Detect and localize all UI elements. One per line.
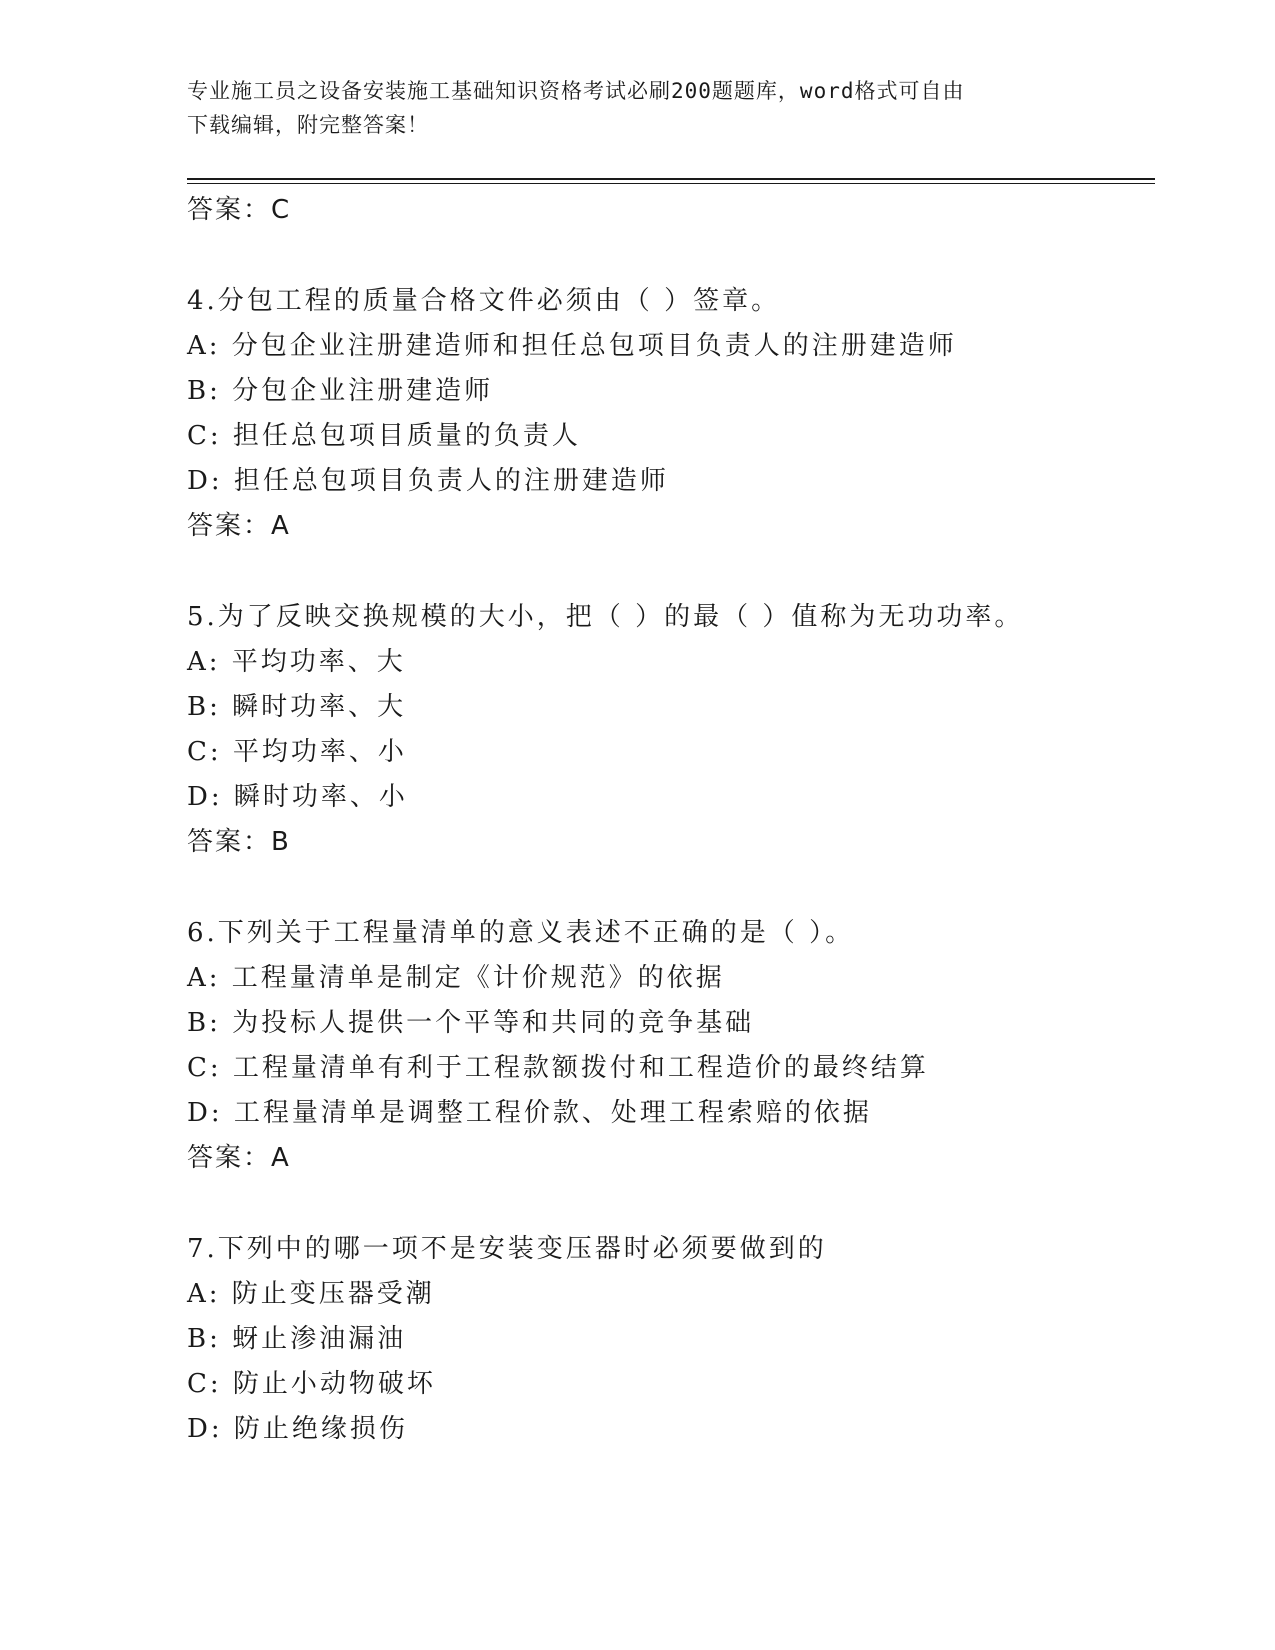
option-b: B: 为投标人提供一个平等和共同的竞争基础 — [187, 1008, 755, 1038]
option-a: A: 分包企业注册建造师和担任总包项目负责人的注册建造师 — [187, 331, 957, 361]
answer-line: 答案：A — [187, 1143, 291, 1173]
spacer — [187, 549, 1155, 595]
question-stem: 6.下列关于工程量清单的意义表述不正确的是（ ）。 — [187, 918, 855, 948]
spacer — [187, 233, 1155, 279]
option-a: A: 平均功率、大 — [187, 647, 406, 677]
option-b: B: 分包企业注册建造师 — [187, 376, 494, 406]
header-divider-thick — [187, 178, 1155, 180]
answer-line: 答案：B — [187, 827, 291, 857]
question-block — [187, 279, 1155, 549]
option-c: C: 工程量清单有利于工程款额拨付和工程造价的最终结算 — [187, 1053, 929, 1083]
option-d: D: 工程量清单是调整工程价款、处理工程索赔的依据 — [187, 1098, 872, 1128]
question-block — [187, 911, 1155, 1181]
option-a: A: 工程量清单是制定《计价规范》的依据 — [187, 963, 725, 993]
question-stem: 5.为了反映交换规模的大小，把（ ）的最（ ）值称为无功功率。 — [187, 602, 1024, 632]
question-stem: 4.分包工程的质量合格文件必须由（ ）签章。 — [187, 286, 781, 316]
option-a: A: 防止变压器受潮 — [187, 1279, 435, 1309]
answer-line: 答案：A — [187, 511, 291, 541]
header-divider-thin — [187, 183, 1155, 184]
option-d: D: 担任总包项目负责人的注册建造师 — [187, 466, 669, 496]
option-d: D: 防止绝缘损伤 — [187, 1414, 408, 1444]
option-d: D: 瞬时功率、小 — [187, 782, 408, 812]
spacer — [187, 1181, 1155, 1227]
answer-line: 答案：C — [187, 195, 292, 225]
question-stem: 7.下列中的哪一项不是安装变压器时必须要做到的 — [187, 1234, 827, 1264]
option-c: C: 平均功率、小 — [187, 737, 407, 767]
question-block — [187, 595, 1155, 865]
document-header — [187, 74, 1067, 142]
header-line-1: 专业施工员之设备安装施工基础知识资格考试必刷200题题库，word格式可自由 — [187, 79, 965, 103]
option-b: B: 瞬时功率、大 — [187, 692, 407, 722]
question-list — [187, 188, 1155, 1452]
header-line-2: 下载编辑，附完整答案！ — [187, 113, 429, 137]
spacer — [187, 865, 1155, 911]
option-b: B: 蚜止渗油漏油 — [187, 1324, 407, 1354]
question-block — [187, 1227, 1155, 1452]
option-c: C: 防止小动物破坏 — [187, 1369, 436, 1399]
option-c: C: 担任总包项目质量的负责人 — [187, 421, 581, 451]
